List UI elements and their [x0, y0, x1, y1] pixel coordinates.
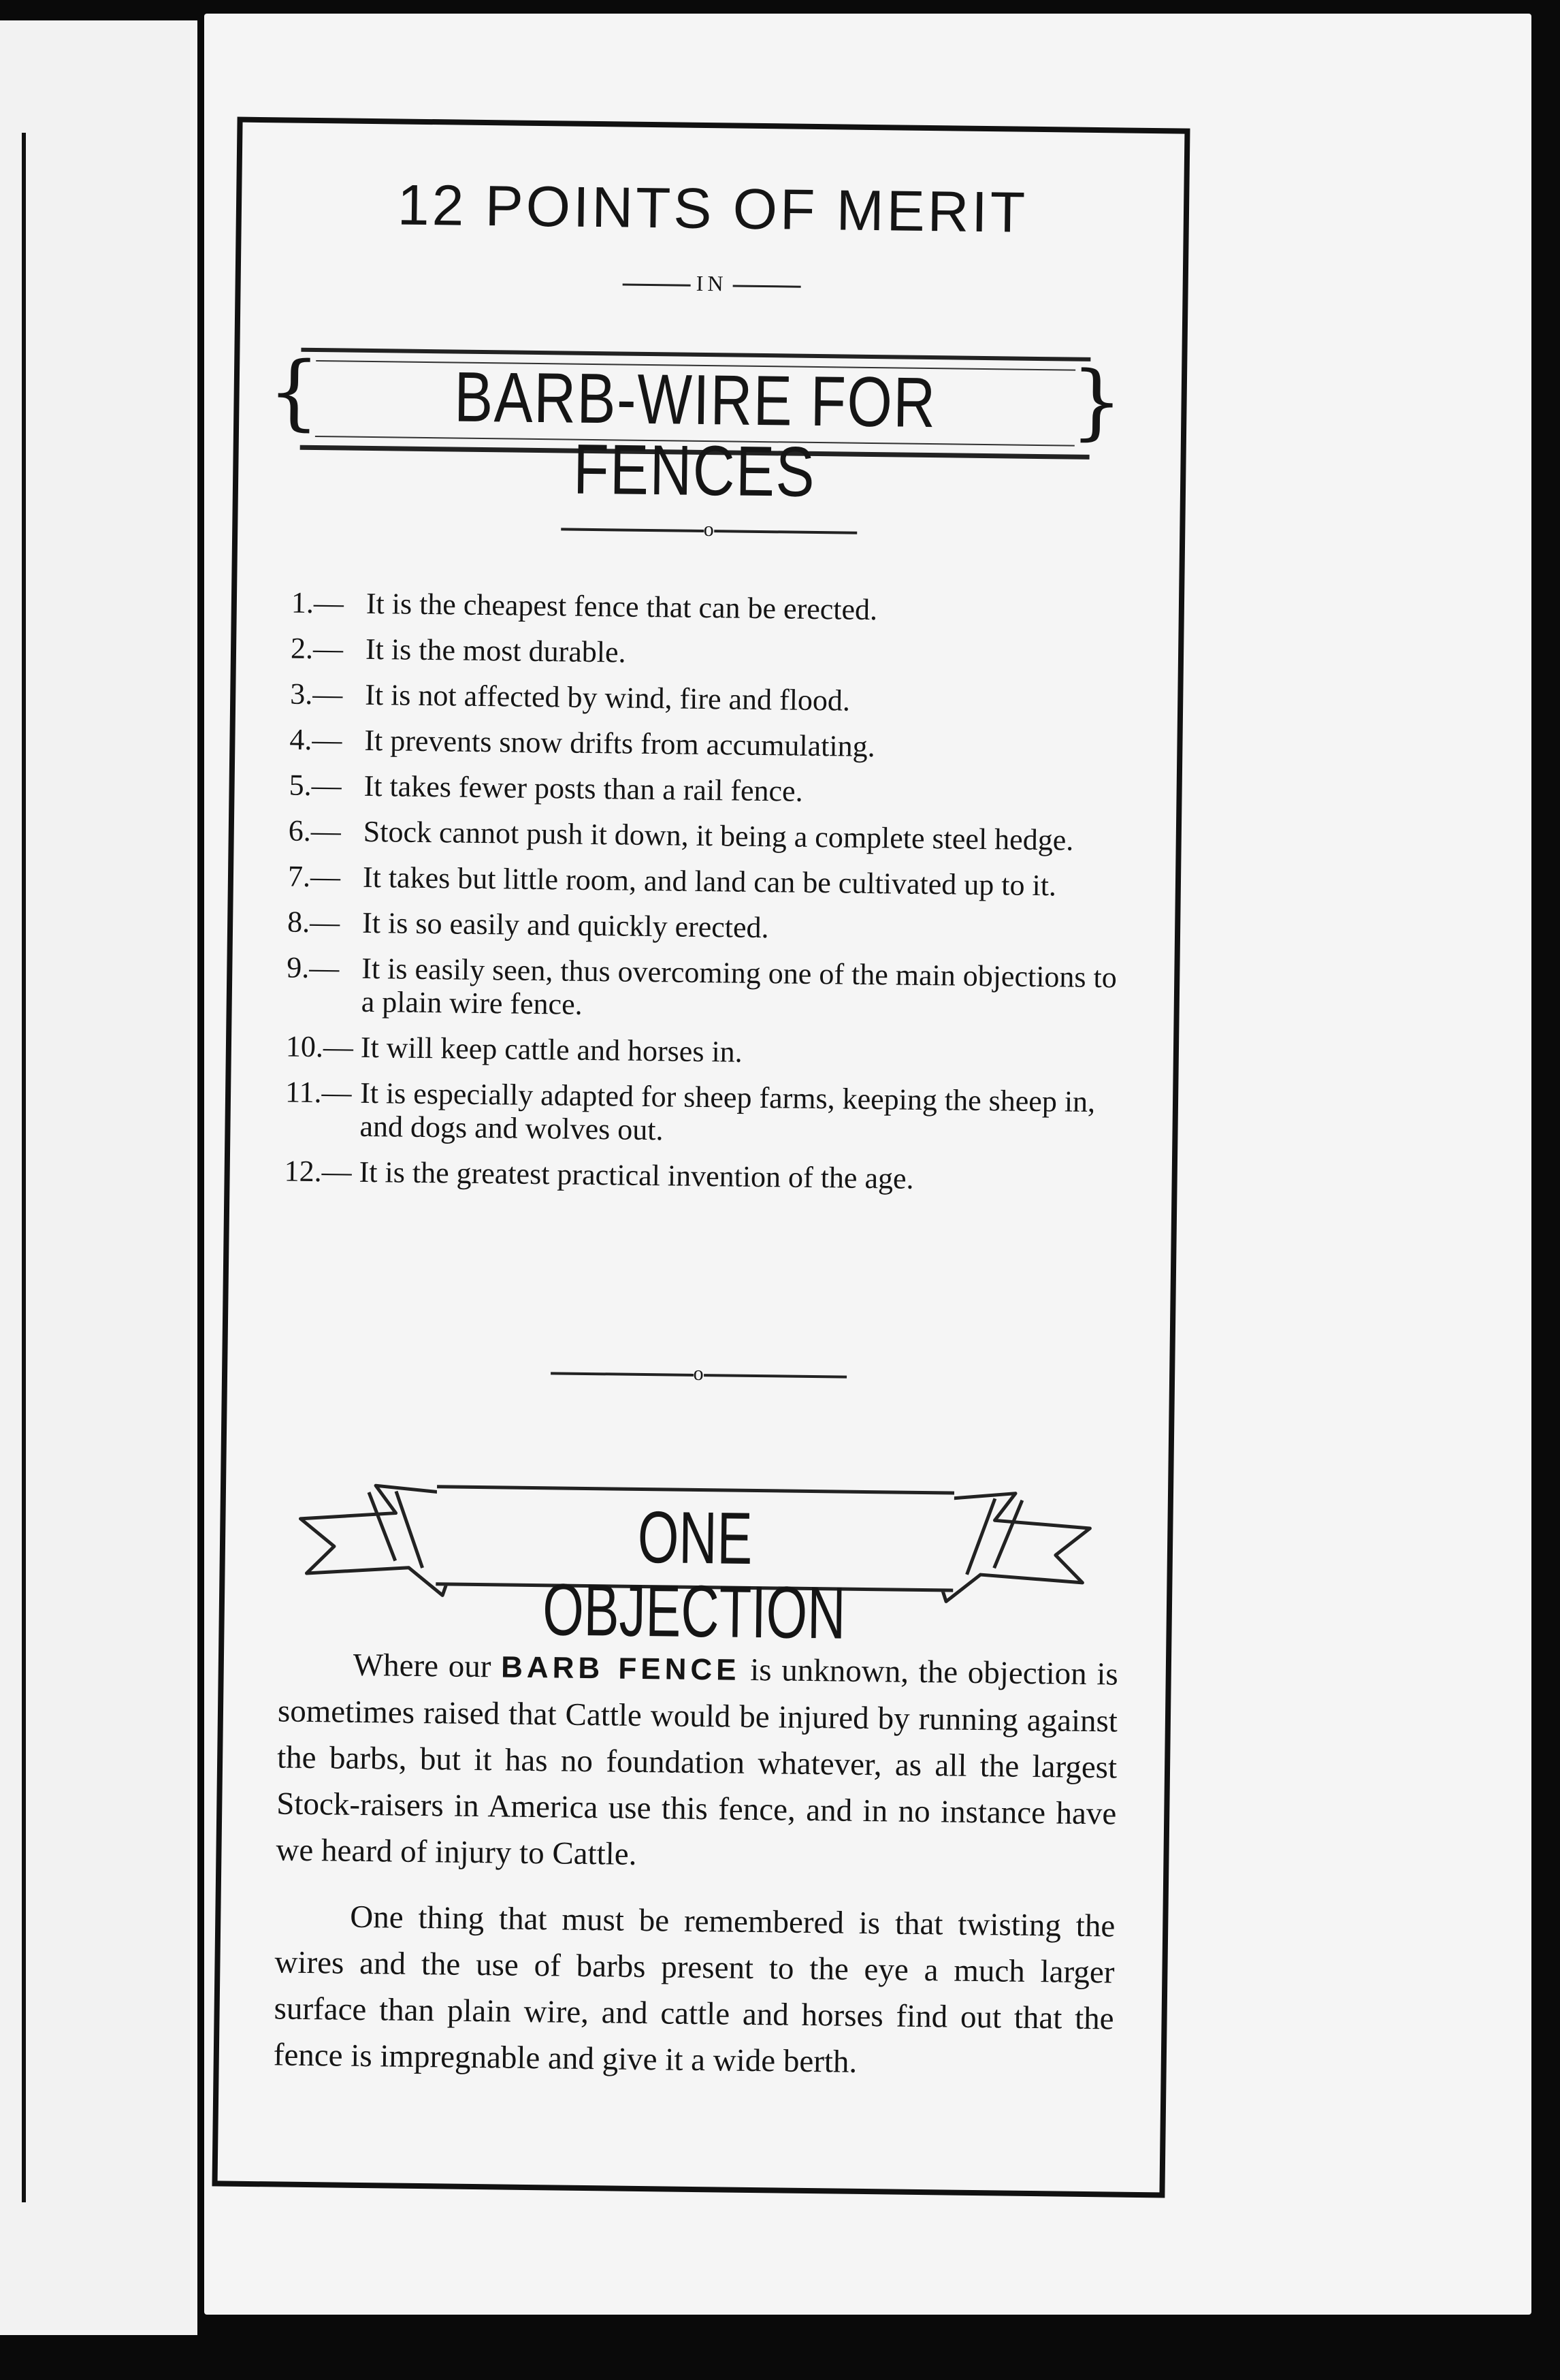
point-text: It is the greatest practical invention of the age.	[359, 1155, 914, 1195]
list-item	[291, 586, 1125, 630]
page-title: 12 POINTS OF MERIT	[397, 172, 1028, 244]
divider-rule-left	[561, 528, 704, 533]
point-number: 3.—	[289, 677, 343, 711]
adjacent-page-border	[0, 133, 26, 2202]
points-list	[284, 586, 1124, 1210]
point-number: 2.—	[290, 631, 344, 666]
connector-rule-left	[623, 284, 691, 287]
divider-mark: o	[703, 517, 714, 541]
list-item	[289, 723, 1123, 767]
point-text: It prevents snow drifts from accumulating.	[364, 723, 875, 764]
connector-text: IN	[696, 270, 728, 296]
divider-rule-right	[714, 530, 857, 534]
point-text: It is the most durable.	[365, 632, 626, 669]
point-number: 4.—	[289, 722, 342, 757]
headline-banner	[267, 344, 1124, 512]
point-text: It is easily seen, thus overcoming one of the main objections to a plain wire fence.	[361, 951, 1118, 1021]
point-number: 9.—	[287, 950, 340, 985]
list-item	[289, 814, 1122, 858]
point-number: 12.—	[284, 1154, 353, 1189]
bracket-right-icon: }	[1070, 354, 1124, 450]
paragraph-text: is unknown, the objection is sometimes raised that Cattle would be injured by running against the barbs, but it has no foundation whatever, as all the largest Stock-raisers in America use this fence, and in no instance have we heard of injury to Cattle.	[276, 1652, 1119, 1872]
connector-rule-right	[732, 285, 800, 288]
adjacent-page	[0, 20, 197, 2335]
headline-banner-text: BARB-WIRE FOR FENCES	[453, 357, 937, 512]
list-item	[289, 769, 1122, 812]
list-item	[286, 951, 1120, 1028]
list-item	[291, 632, 1124, 675]
divider-rule-right	[704, 1374, 847, 1379]
divider-rule-left	[551, 1372, 694, 1377]
point-number: 6.—	[288, 814, 342, 848]
list-item	[288, 860, 1122, 903]
objection-banner-text: ONE OBJECTION	[542, 1495, 847, 1654]
bracket-left-icon: {	[267, 344, 321, 440]
objection-paragraph-2: One thing that must be remembered is that twisting the wires and the use of barbs present to the eye a much larger surface than plain wire, and cattle and horses find out that the fence is impregnable and give it a wide berth.	[273, 1899, 1116, 2080]
point-number: 5.—	[289, 768, 342, 803]
objection-paragraph-1	[276, 1641, 1118, 1883]
point-text: It takes but little room, and land can be cultivated up to it.	[362, 860, 1057, 903]
point-number: 10.—	[285, 1029, 354, 1064]
section-divider-bottom	[227, 1358, 1169, 1390]
objection-banner	[293, 1464, 1097, 1654]
point-number: 11.—	[285, 1075, 352, 1110]
section-divider-top	[238, 514, 1180, 546]
list-item	[290, 677, 1124, 721]
point-text: It is the cheapest fence that can be erected.	[365, 586, 878, 627]
objection-banner-box	[436, 1485, 954, 1654]
paragraph-text: Where our	[353, 1647, 491, 1685]
list-item	[284, 1155, 1118, 1198]
title-connector	[241, 266, 1183, 302]
point-text: It is not affected by wind, fire and flood.	[364, 677, 851, 718]
point-number: 1.—	[291, 585, 344, 620]
divider-mark: o	[693, 1362, 704, 1385]
point-number: 8.—	[287, 905, 340, 939]
point-text: It will keep cattle and horses in.	[360, 1030, 743, 1069]
point-text: It is especially adapted for sheep farms, keeping the sheep in, and dogs and wolves out.	[359, 1076, 1096, 1147]
point-text: It is so easily and quickly erected.	[361, 905, 769, 945]
point-text: It takes fewer posts than a rail fence.	[363, 769, 803, 808]
barb-fence-emphasis: BARB FENCE	[500, 1650, 741, 1687]
list-item	[286, 1030, 1120, 1074]
point-text: Stock cannot push it down, it being a complete steel hedge.	[363, 814, 1074, 857]
point-number: 7.—	[287, 859, 341, 894]
list-item	[285, 1076, 1118, 1153]
advertisement-frame	[212, 117, 1190, 2198]
list-item	[287, 905, 1121, 949]
